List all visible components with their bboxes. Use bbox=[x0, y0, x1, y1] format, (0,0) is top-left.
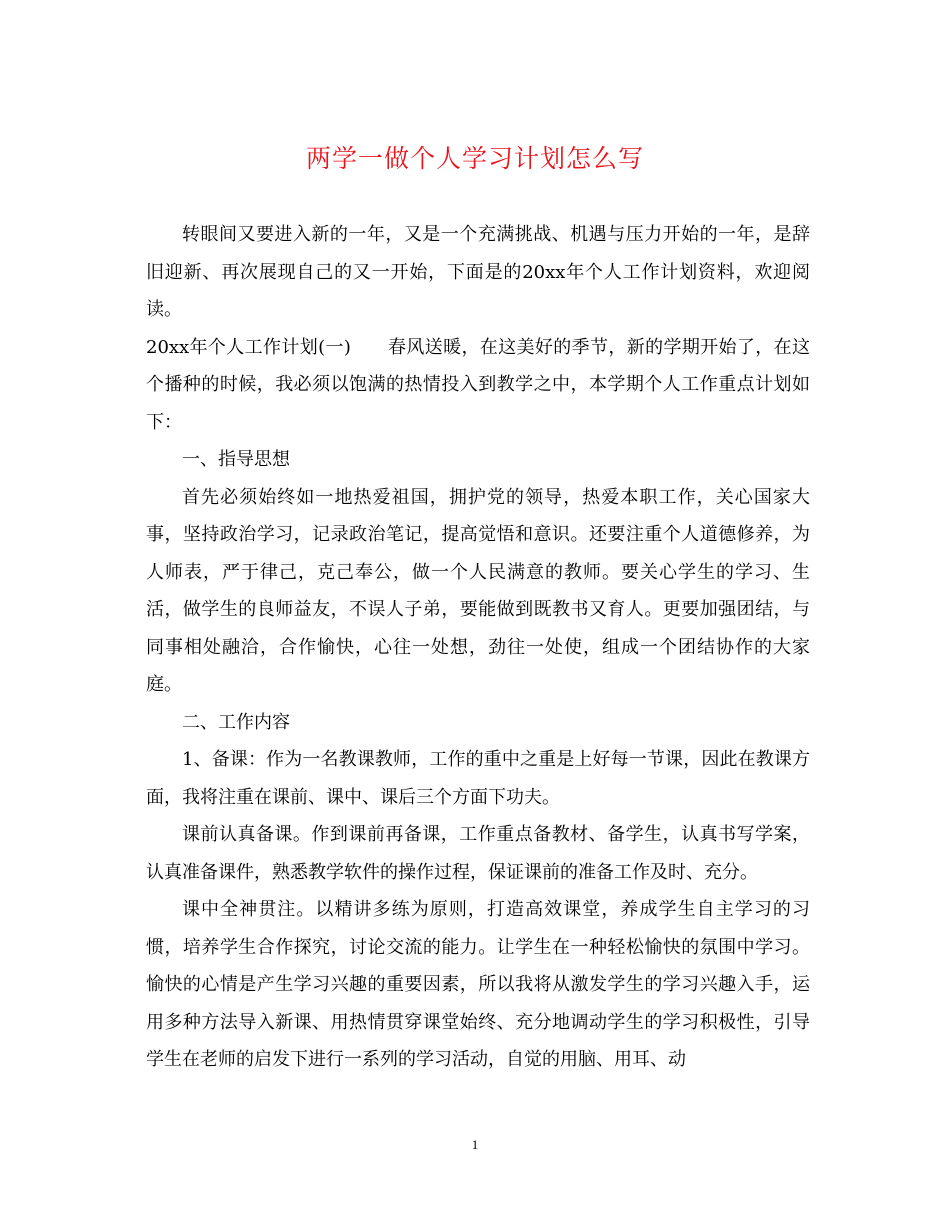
document-body bbox=[146, 216, 810, 1079]
paragraph-before-class: 课前认真备课。作到课前再备课，工作重点备教材、备学生，认真书写学案，认真准备课件，熟悉教学软件的操作过程，保证课前的准备工作及时、充分。 bbox=[146, 824, 810, 883]
paragraph-plan-heading: 20xx年个人工作计划(一) 春风送暖，在这美好的季节，新的学期开始了，在这个播种的时候，我必须以饱满的热情投入到教学之中，本学期个人工作重点计划如下： bbox=[146, 336, 810, 433]
paragraph-intro: 转眼间又要进入新的一年，又是一个充满挑战、机遇与压力开始的一年，是辞旧迎新、再次展现自己的又一开始，下面是的20xx年个人工作计划资料，欢迎阅读。 bbox=[146, 224, 810, 320]
section-heading-work-content: 二、工作内容 bbox=[182, 711, 290, 733]
paragraph-guiding-thought: 首先必须始终如一地热爱祖国，拥护党的领导，热爱本职工作，关心国家大事，坚持政治学习，记录政治笔记，提高觉悟和意识。还要注重个人道德修养，为人师表，严于律己，克己奉公，做一个人民满意的教师。要关心学生的学习、生活，做学生的良师益友，不误人子弟，要能做到既教书又育人。更要加强团结，与同事相处融洽，合作愉快，心往一处想，劲往一处使，组成一个团结协作的大家庭。 bbox=[146, 486, 810, 695]
paragraph-lesson-prep: 1、备课：作为一名教课教师，工作的重中之重是上好每一节课，因此在教课方面，我将注重在课前、课中、课后三个方面下功夫。 bbox=[146, 749, 810, 808]
document-title: 两学一做个人学习计划怎么写 bbox=[305, 144, 644, 173]
page-number: 1 bbox=[471, 1137, 479, 1152]
section-heading-guiding-thought: 一、指导思想 bbox=[182, 449, 290, 470]
paragraph-during-class: 课中全神贯注。以精讲多练为原则，打造高效课堂，养成学生自主学习的习惯，培养学生合作探究，讨论交流的能力。让学生在一种轻松愉快的氛围中学习。愉快的心情是产生学习兴趣的重要因素，所以我将从激发学生的学习兴趣入手，运用多种方法导入新课、用热情贯穿课堂始终、充分地调动学生的学习积极性，引导学生在老师的启发下进行一系列的学习活动，自觉的用脑、用耳、动 bbox=[146, 899, 810, 1070]
